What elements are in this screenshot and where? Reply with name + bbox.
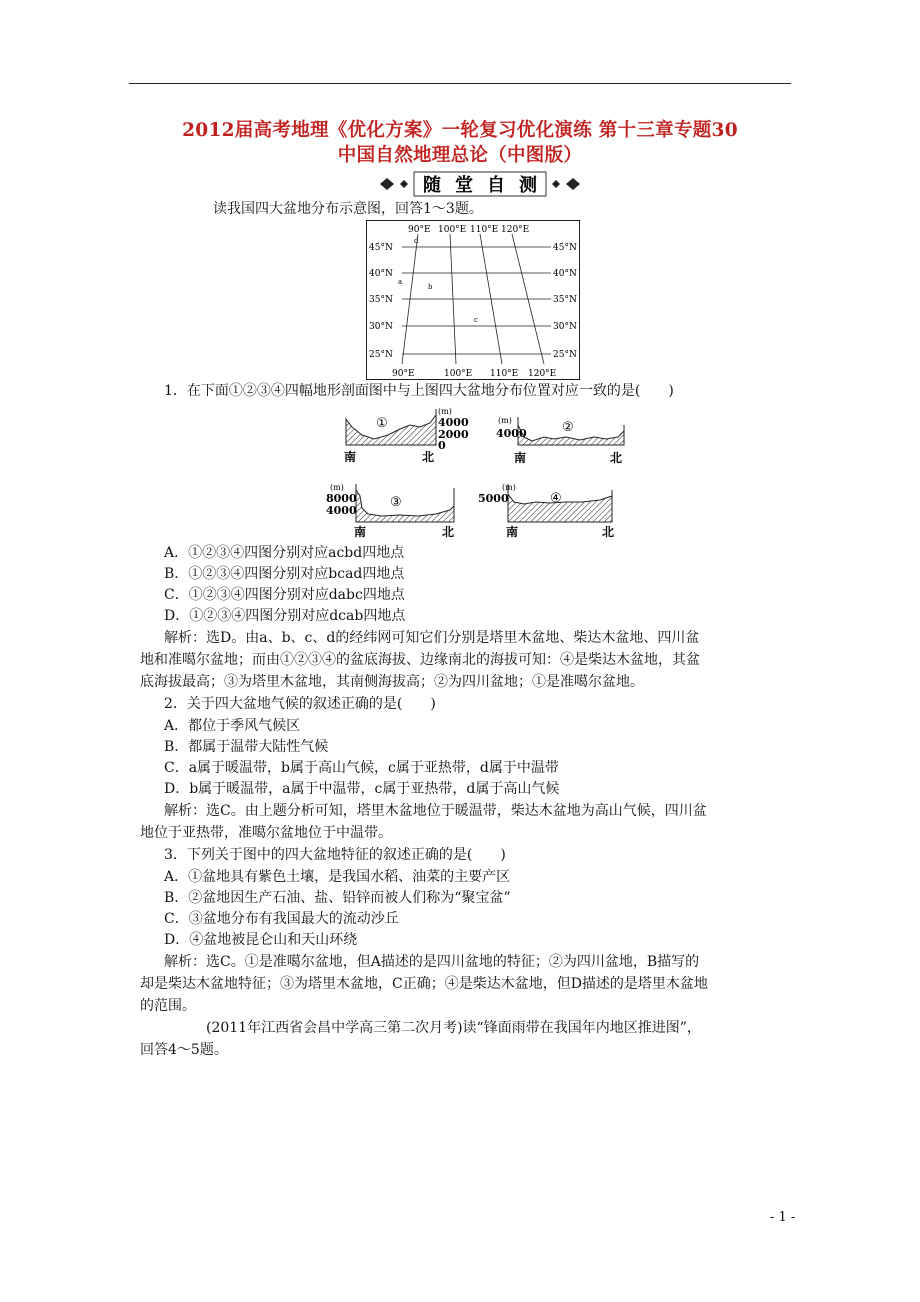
q1-option-a: A．①②③④四图分别对应acbd四地点 [164, 545, 405, 561]
profile-2 [496, 415, 630, 467]
south-label: 南 [344, 450, 357, 464]
lat-label-right: 35°N [553, 295, 577, 305]
page-number: - 1 - [770, 1210, 796, 1225]
question-1: 1．在下面①②③④四幅地形剖面图中与上图四大盆地分布位置对应一致的是( ) [164, 383, 674, 399]
tick-label: 8000 [326, 492, 357, 505]
tick-label: 4000 [326, 504, 357, 517]
profile-number: ① [376, 416, 388, 431]
lat-label-right: 45°N [553, 243, 577, 253]
point-a: a [398, 278, 403, 286]
lon-top-label: 110°E [470, 225, 499, 235]
banner-char-2: 堂 [455, 175, 473, 196]
profile-1 [344, 405, 476, 465]
q1-option-b: B．①②③④四图分别对应bcad四地点 [164, 566, 405, 582]
profile-number: ③ [390, 495, 402, 510]
lon-bottom-label: 110°E [490, 369, 519, 379]
tick-label: 4000 [438, 416, 469, 429]
q2-option-b: B．都属于温带大陆性气候 [164, 739, 329, 755]
south-label: 南 [506, 525, 519, 539]
q2-option-c: C．a属于暖温带，b属于高山气候，c属于亚热带，d属于中温带 [164, 760, 559, 776]
tick-label: 0 [438, 439, 446, 452]
lon-bottom-label: 90°E [392, 369, 415, 379]
q2-analysis-line: 地位于亚热带，准噶尔盆地位于中温带。 [140, 825, 392, 841]
q3-option-d: D．④盆地被昆仑山和天山环绕 [164, 932, 358, 948]
north-label: 北 [602, 525, 615, 539]
q1-analysis-line: 底海拔最高；③为塔里木盆地，其南侧海拔高；②为四川盆地；①是准噶尔盆地。 [140, 674, 644, 690]
lon-bottom-label: 120°E [528, 369, 557, 379]
basin-map [366, 220, 580, 380]
lon-bottom-label: 100°E [444, 369, 473, 379]
lat-label-right: 30°N [553, 322, 577, 332]
banner-char-3: 自 [487, 175, 505, 196]
page-title-line2: 中国自然地理总论（中图版） [337, 145, 583, 166]
profile-number: ④ [550, 491, 562, 506]
north-label: 北 [442, 525, 455, 539]
q2-analysis-line: 解析：选C。由上题分析可知，塔里木盆地位于暖温带，柴达木盆地为高山气候，四川盆 [164, 803, 707, 819]
lon-top-label: 90°E [408, 225, 431, 235]
q3-analysis-line: 却是柴达木盆地特征；③为塔里木盆地，C正确；④是柴达木盆地，但D描述的是塔里木盆地 [140, 976, 708, 992]
tick-label: 2000 [438, 428, 469, 441]
q3-option-b: B．②盆地因生产石油、盐、铅锌而被人们称为“聚宝盆” [164, 890, 511, 906]
north-label: 北 [422, 450, 435, 464]
lat-label-left: 25°N [369, 350, 393, 360]
lat-label-right: 25°N [553, 350, 577, 360]
question-2: 2．关于四大盆地气候的叙述正确的是( ) [164, 696, 436, 712]
profile-4 [476, 480, 616, 540]
unit-label: (m) [498, 416, 512, 425]
unit-label: (m) [438, 407, 452, 416]
q3-option-c: C．③盆地分布有我国最大的流动沙丘 [164, 911, 399, 927]
point-c: c [474, 316, 478, 324]
q2-option-a: A．都位于季风气候区 [164, 718, 301, 734]
tick-label: 5000 [478, 492, 509, 505]
q3-analysis-line: 的范围。 [140, 998, 196, 1014]
q1-analysis-line: 地和准噶尔盆地；而由①②③④的盆底海拔、边缘南北的海拔可知：④是柴达木盆地，其盆 [140, 652, 700, 668]
diamond-icon [400, 180, 408, 188]
lat-label-left: 35°N [369, 295, 393, 305]
q1-analysis-line: 解析：选D。由a、b、c、d的经纬网可知它们分别是塔里木盆地、柴达木盆地、四川盆 [164, 630, 700, 646]
south-label: 南 [514, 451, 527, 465]
q3-analysis-line: 解析：选C。①是准噶尔盆地，但A描述的是四川盆地的特征；②为四川盆地，B描写的 [164, 954, 700, 970]
q4-intro-line: 回答4～5题。 [140, 1042, 228, 1058]
q1-option-d: D．①②③④四图分别对应dcab四地点 [164, 608, 406, 624]
page-title-line1: 2012届高考地理《优化方案》一轮复习优化演练 第十三章专题30 [182, 120, 738, 141]
lat-label-left: 30°N [369, 322, 393, 332]
diamond-icon [566, 178, 580, 190]
q1-option-c: C．①②③④四图分别对应dabc四地点 [164, 587, 405, 603]
banner-char-1: 随 [423, 175, 441, 196]
diamond-icon [380, 178, 394, 190]
profile-number: ② [562, 420, 574, 435]
tick-label: 4000 [496, 427, 527, 440]
lon-top-label: 100°E [438, 225, 467, 235]
q4-intro-line: (2011年江西省会昌中学高三第二次月考)读“锋面雨带在我国年内地区推进图”， [206, 1020, 701, 1036]
unit-label: (m) [330, 483, 344, 492]
point-b: b [428, 283, 433, 291]
lat-label-left: 40°N [369, 269, 393, 279]
profile-3 [326, 480, 460, 540]
intro-text: 读我国四大盆地分布示意图，回答1～3题。 [213, 201, 483, 217]
lat-label-left: 45°N [369, 243, 393, 253]
lon-top-label: 120°E [501, 225, 530, 235]
diamond-icon [552, 180, 560, 188]
south-label: 南 [354, 525, 367, 539]
unit-label: (m) [502, 483, 516, 492]
section-banner [380, 171, 580, 197]
q2-option-d: D．b属于暖温带，a属于中温带，c属于亚热带，d属于高山气候 [164, 781, 560, 797]
north-label: 北 [610, 451, 623, 465]
header-rule [129, 83, 791, 84]
point-d: d [414, 237, 419, 245]
lat-label-right: 40°N [553, 269, 577, 279]
banner-char-4: 测 [519, 175, 537, 196]
q3-option-a: A．①盆地具有紫色土壤，是我国水稻、油菜的主要产区 [164, 869, 511, 885]
question-3: 3．下列关于图中的四大盆地特征的叙述正确的是( ) [164, 847, 506, 863]
